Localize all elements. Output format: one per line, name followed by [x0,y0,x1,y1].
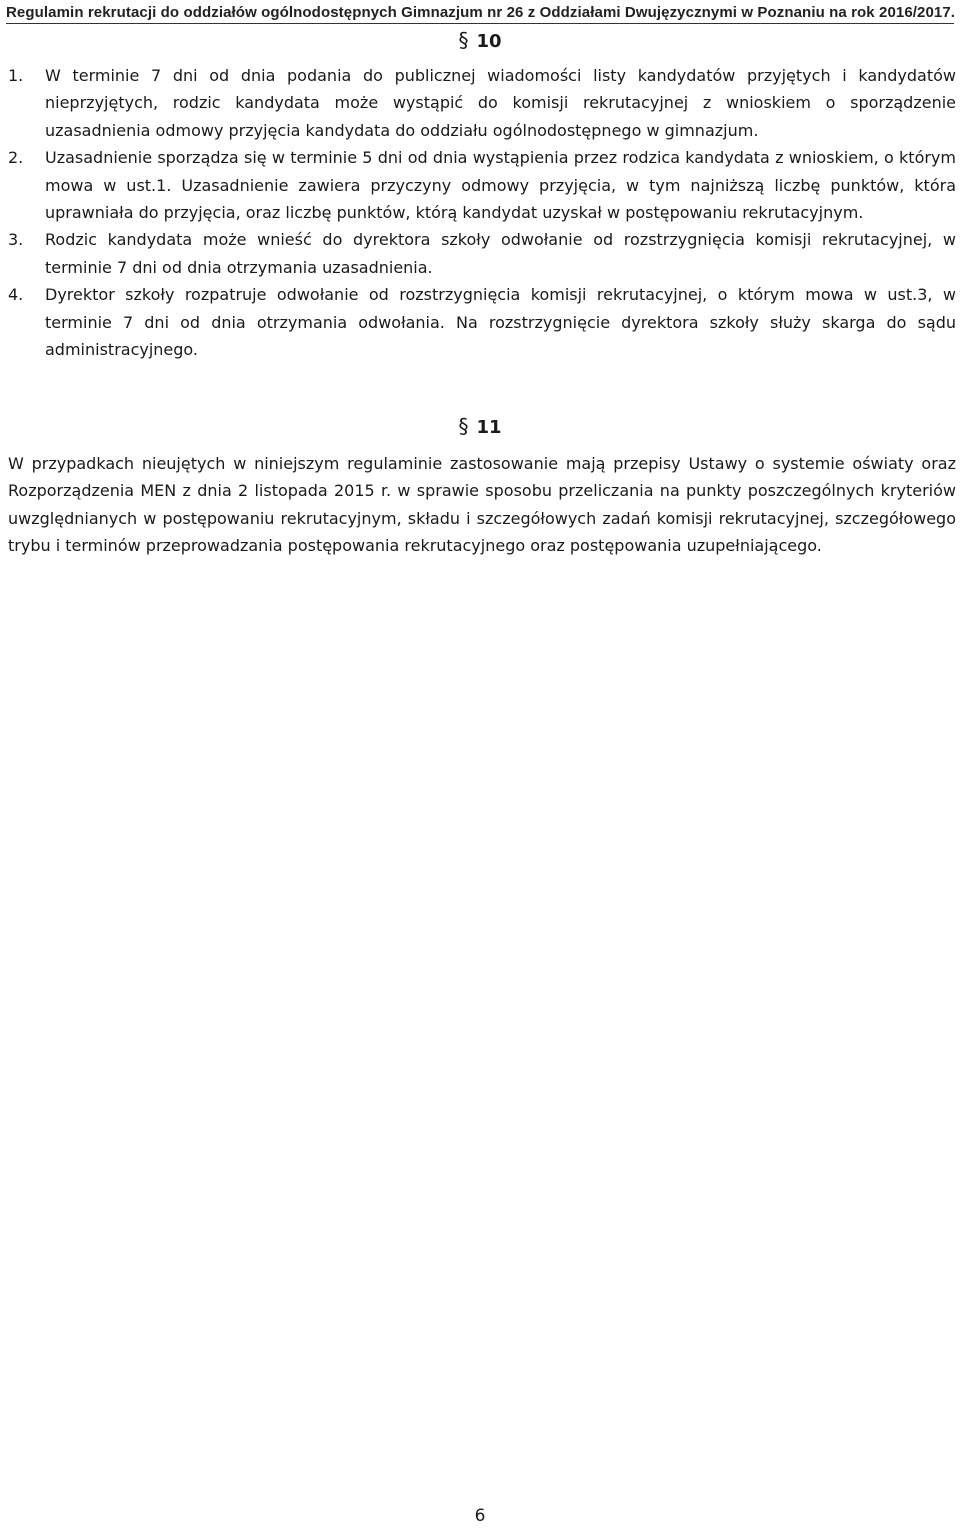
list-item [8,226,956,281]
item-text: Dyrektor szkoły rozpatruje odwołanie od rozstrzygnięcia komisji rekrutacyjnej, o którym mowa w ust.3, w terminie 7 dni od dnia otrzymania odwołania. Na rozstrzygnięcie dyrektora szkoły służy skarga do sądu administracyjnego. [45,285,956,360]
section-sign: § [458,28,469,52]
item-number: 3. [8,230,24,250]
section-11-text: W przypadkach nieujętych w niniejszym regulaminie zastosowanie mają przepisy Ustawy o systemie oświaty oraz Rozporządzenia MEN z dnia 2 listopada 2015 r. w sprawie sposobu przeliczania na punkty poszczególnych kryteriów uwzględnianych w postępowaniu rekrutacyjnym, składu i szczegółowych zadań komisji rekrutacyjnej, szczegółowego trybu i terminów przeprowadzania postępowania rekrutacyjnego oraz postępowania uzupełniającego. [8,454,956,556]
section-10-list [8,62,956,363]
item-text: W terminie 7 dni od dnia podania do publicznej wiadomości listy kandydatów przyjętych i kandydatów nieprzyjętych, rodzic kandydata może wystąpić do komisji rekrutacyjnej z wnioskiem o sporządzenie uzasadnienia odmowy przyjęcia kandydata do oddziału ogólnodostępnego w gimnazjum. [45,66,956,140]
running-header: Regulamin rekrutacji do oddziałów ogólnodostępnych Gimnazjum nr 26 z Oddziałami Dwujęzycznymi w Poznaniu na rok 2016/2017. [6,4,954,24]
section-10-heading [0,28,960,52]
section-number: 11 [476,417,502,438]
list-item [8,144,956,226]
item-text: Uzasadnienie sporządza się w terminie 5 dni od dnia wystąpienia przez rodzica kandydata z wnioskiem, o którym mowa w ust.1. Uzasadnienie zawiera przyczyny odmowy przyjęcia, w tym najniższą liczbę punktów, która uprawniała do przyjęcia, oraz liczbę punktów, którą kandydat uzyskał w postępowaniu rekrutacyjnym. [45,148,956,223]
item-number: 1. [8,66,24,85]
item-number: 4. [8,285,24,305]
list-item [8,281,956,363]
page-number: 6 [474,1506,486,1526]
item-number: 2. [8,148,24,168]
section-sign: § [458,414,469,438]
section-number: 10 [476,31,502,52]
list-item [8,62,956,144]
section-11-heading [0,414,960,438]
item-text: Rodzic kandydata może wnieść do dyrektora szkoły odwołanie od rozstrzygnięcia komisji rekrutacyjnej, w terminie 7 dni od dnia otrzymania uzasadnienia. [45,230,956,277]
